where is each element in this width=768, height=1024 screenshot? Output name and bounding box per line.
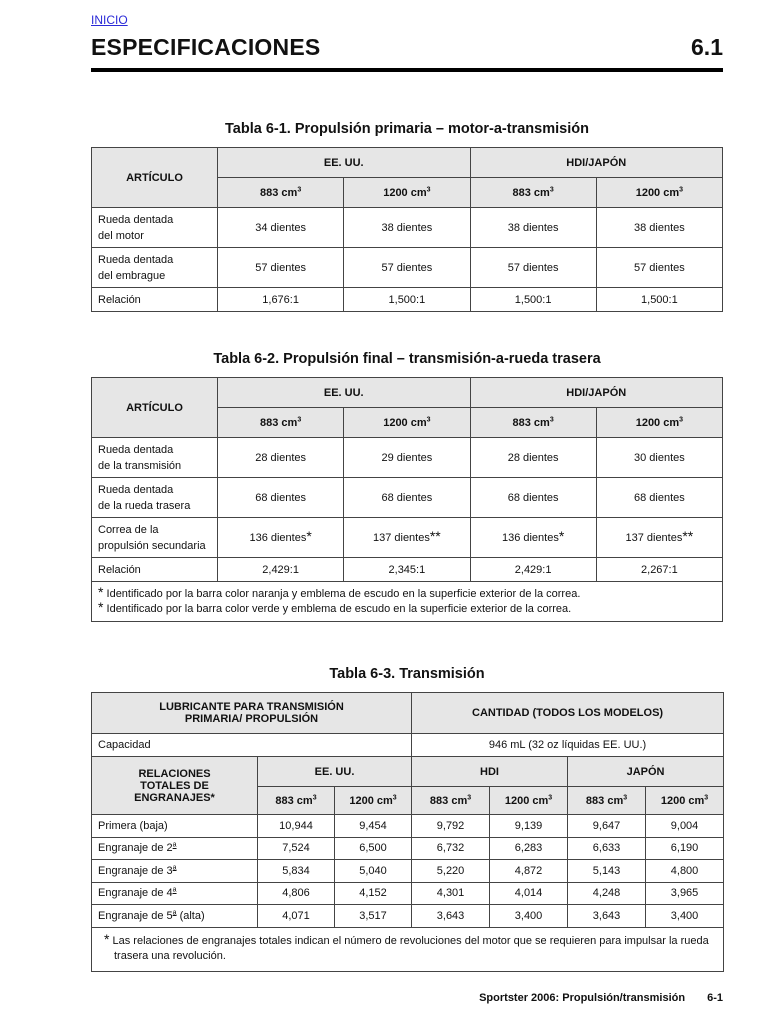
row-label: Relación (92, 288, 218, 312)
page-footer (479, 992, 723, 1004)
table1-caption: Tabla 6-1. Propulsión primaria – motor-a-transmisión (225, 121, 589, 137)
row-label: Correa de la propulsión secundaria (92, 518, 218, 558)
table-row (92, 905, 724, 928)
table-cell: 2,267:1 (596, 558, 722, 582)
table-cell: 5,143 (568, 860, 646, 883)
table1-group-hdi-japan: HDI/JAPÓN (470, 148, 723, 178)
table1-group-usa: EE. UU. (218, 148, 471, 178)
footer-title: Sportster 2006: Propulsión/transmisión (479, 992, 686, 1004)
table2-group-hdi-japan: HDI/JAPÓN (470, 378, 723, 408)
table-cell: 9,647 (568, 815, 646, 838)
table-cell: 5,834 (258, 860, 335, 883)
table2-group-usa: EE. UU. (218, 378, 471, 408)
quantity-header: CANTIDAD (TODOS LOS MODELOS) (412, 693, 724, 734)
row-label: Capacidad (92, 734, 412, 757)
ratios-header: RELACIONES TOTALES DE ENGRANAJES* (92, 757, 258, 815)
table-row (92, 248, 723, 288)
table-row (92, 860, 724, 883)
table-cell: 28 dientes (218, 438, 344, 478)
table-cell: 9,004 (646, 815, 724, 838)
table-row (92, 518, 723, 558)
table-cell: 136 dientes* (470, 518, 596, 558)
table1-col-header: 883 $cm^3$ (218, 178, 344, 208)
table2-caption: Tabla 6-2. Propulsión final – transmisión-a-rueda trasera (213, 351, 601, 367)
table1-col-header: 1200 $cm^3$ (344, 178, 470, 208)
table-cell: 4,248 (568, 882, 646, 905)
table-row (92, 438, 723, 478)
table-cell: 38 dientes (596, 208, 722, 248)
table-cell: 6,633 (568, 837, 646, 860)
table-row (92, 558, 723, 582)
table-cell: 68 dientes (470, 478, 596, 518)
table-cell: 136 dientes* (218, 518, 344, 558)
row-label: Primera (baja) (92, 815, 258, 838)
footnote-cell (92, 582, 723, 622)
table1-col-header: 1200 $cm^3$ (596, 178, 722, 208)
row-label: Rueda dentada de la transmisión (92, 438, 218, 478)
page-title: ESPECIFICACIONES (91, 34, 321, 60)
table2-footnotes (92, 582, 723, 622)
table-cell: 5,220 (412, 860, 490, 883)
row-label: Rueda dentada del embrague (92, 248, 218, 288)
row-label: Rueda dentada del motor (92, 208, 218, 248)
table1-item-header: ARTÍCULO (92, 148, 218, 208)
row-label: Relación (92, 558, 218, 582)
footnote-mark: ** (682, 527, 694, 544)
table-cell: 3,643 (568, 905, 646, 928)
table1-col-header: 883 $cm^3$ (470, 178, 596, 208)
table-cell: 57 dientes (470, 248, 596, 288)
table-cell: 4,872 (490, 860, 568, 883)
table-row (92, 882, 724, 905)
table-cell: 6,500 (335, 837, 412, 860)
home-link[interactable]: INICIO (91, 13, 128, 27)
table-cell: 1,500:1 (596, 288, 722, 312)
table-cell: 4,301 (412, 882, 490, 905)
table-row (92, 208, 723, 248)
table-cell: 3,643 (412, 905, 490, 928)
table-cell: 2,429:1 (218, 558, 344, 582)
table-cell: 3,400 (490, 905, 568, 928)
table-cell: 2,429:1 (470, 558, 596, 582)
table-cell: 6,283 (490, 837, 568, 860)
table1 (91, 147, 723, 312)
table3-col-header: 883 $cm^3$ (258, 787, 335, 815)
table-cell: 57 dientes (218, 248, 344, 288)
table3 (91, 692, 724, 972)
table-cell: 29 dientes (344, 438, 470, 478)
table2-col-header: 883 $cm^3$ (218, 408, 344, 438)
row-label: Engranaje de 5$^a$ (alta) (92, 905, 258, 928)
section-number: 6.1 (691, 34, 723, 60)
table-cell: 4,014 (490, 882, 568, 905)
table-cell: 68 dientes (344, 478, 470, 518)
table-cell: 5,040 (335, 860, 412, 883)
table-cell: 38 dientes (344, 208, 470, 248)
table-cell: 7,524 (258, 837, 335, 860)
table-cell: 68 dientes (596, 478, 722, 518)
table3-col-header: 1200 $cm^3$ (335, 787, 412, 815)
table-cell: 137 dientes** (596, 518, 722, 558)
table-cell: 9,454 (335, 815, 412, 838)
table3-group-japan: JAPÓN (568, 757, 724, 787)
table-row (92, 288, 723, 312)
table3-col-header: 883 $cm^3$ (412, 787, 490, 815)
table-row (92, 734, 724, 757)
table2 (91, 377, 723, 622)
table3-footnotes (92, 927, 724, 971)
table-cell: 4,800 (646, 860, 724, 883)
table2-col-header: 1200 $cm^3$ (344, 408, 470, 438)
table2-col-header: 1200 $cm^3$ (596, 408, 722, 438)
table3-col-header: 883 $cm^3$ (568, 787, 646, 815)
table-cell: 38 dientes (470, 208, 596, 248)
table-cell: 30 dientes (596, 438, 722, 478)
table-cell: 946 mL (32 oz líquidas EE. UU.) (412, 734, 724, 757)
table-row (92, 815, 724, 838)
table-row (92, 478, 723, 518)
table-cell: 28 dientes (470, 438, 596, 478)
table-cell: 1,500:1 (470, 288, 596, 312)
table2-item-header: ARTÍCULO (92, 378, 218, 438)
footnote: * Identificado por la barra color verde y emblema de escudo en la superficie exterior de la correa. (98, 598, 572, 615)
table-row (92, 837, 724, 860)
table3-caption: Tabla 6-3. Transmisión (329, 666, 485, 682)
table-cell: 68 dientes (218, 478, 344, 518)
footnote: * Identificado por la barra color naranja y emblema de escudo en la superficie exterior de la correa. (98, 583, 581, 600)
footnote-mark: ** (429, 527, 441, 544)
table3-col-header: 1200 $cm^3$ (490, 787, 568, 815)
table-cell: 6,732 (412, 837, 490, 860)
footer-page-number: 6-1 (707, 992, 723, 1004)
table3-col-header: 1200 $cm^3$ (646, 787, 724, 815)
table-cell: 57 dientes (596, 248, 722, 288)
table-cell: 137 dientes** (344, 518, 470, 558)
table-cell: 6,190 (646, 837, 724, 860)
row-label: Engranaje de 3$^a$ (92, 860, 258, 883)
row-label: Rueda dentada de la rueda trasera (92, 478, 218, 518)
table-cell: 3,965 (646, 882, 724, 905)
lubricant-header: LUBRICANTE PARA TRANSMISIÓN PRIMARIA/ PROPULSIÓN (92, 693, 412, 734)
table-cell: 4,152 (335, 882, 412, 905)
table-cell: 9,792 (412, 815, 490, 838)
table-cell: 57 dientes (344, 248, 470, 288)
row-label: Engranaje de 2$^a$ (92, 837, 258, 860)
table-cell: 1,500:1 (344, 288, 470, 312)
footnote-mark: * (558, 527, 565, 544)
table3-group-usa: EE. UU. (258, 757, 412, 787)
table-cell: 1,676:1 (218, 288, 344, 312)
table-cell: 2,345:1 (344, 558, 470, 582)
table2-col-header: 883 $cm^3$ (470, 408, 596, 438)
table-cell: 10,944 (258, 815, 335, 838)
table-cell: 3,400 (646, 905, 724, 928)
table-cell: 34 dientes (218, 208, 344, 248)
table-cell: 9,139 (490, 815, 568, 838)
table-cell: 4,071 (258, 905, 335, 928)
footnote: * Las relaciones de engranajes totales indican el número de revoluciones del motor que se requieren para impulsar la rueda trasera una revolución. (104, 931, 709, 962)
footnote-cell (92, 927, 724, 971)
page-header (91, 34, 723, 72)
footnote-mark: * (306, 527, 312, 544)
table-cell: 4,806 (258, 882, 335, 905)
table-cell: 3,517 (335, 905, 412, 928)
table3-group-hdi: HDI (412, 757, 568, 787)
row-label: Engranaje de 4$^a$ (92, 882, 258, 905)
